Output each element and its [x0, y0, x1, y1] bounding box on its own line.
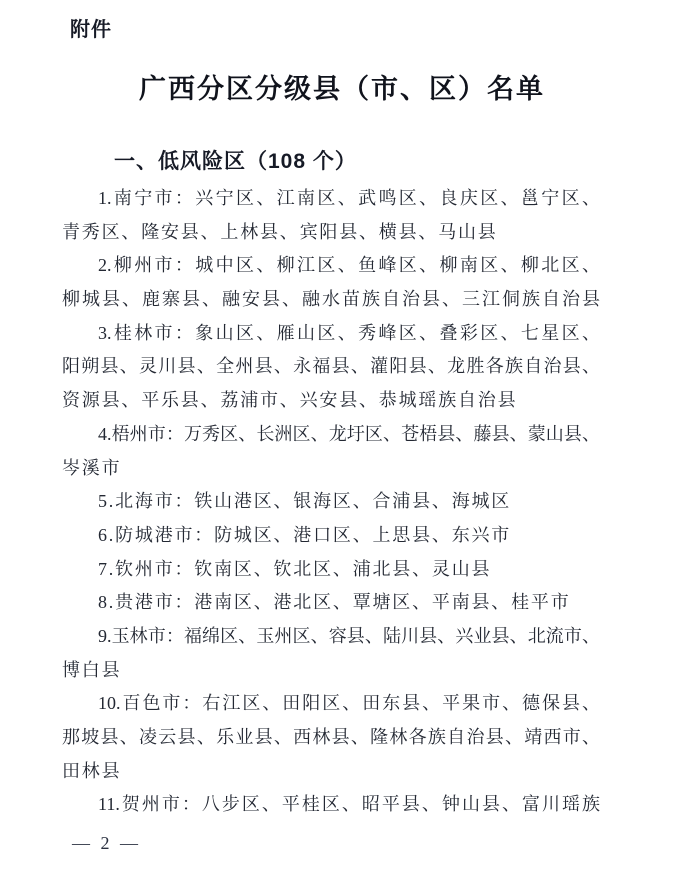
body-line: 2.柳州市：城中区、柳江区、鱼峰区、柳南区、柳北区、 [98, 255, 600, 276]
body-line: 博白县 [62, 659, 122, 680]
body-line: 10.百色市：右江区、田阳区、田东县、平果市、德保县、 [98, 693, 600, 714]
page-title: 广西分区分级县（市、区）名单 [139, 74, 545, 104]
body-line: 青秀区、隆安县、上林县、宾阳县、横县、马山县 [62, 221, 498, 242]
page-number: — 2 — [72, 833, 141, 853]
body-line: 岑溪市 [62, 457, 122, 478]
body-line: 田林县 [62, 760, 122, 781]
section-heading-low-risk: 一、低风险区（108 个） [114, 150, 357, 173]
body-line: 8.贵港市：港南区、港北区、覃塘区、平南县、桂平市 [98, 592, 571, 613]
body-line: 7.钦州市：钦南区、钦北区、浦北县、灵山县 [98, 558, 492, 579]
body-line: 4.梧州市：万秀区、长洲区、龙圩区、苍梧县、藤县、蒙山县、 [98, 423, 600, 444]
body-line: 那坡县、凌云县、乐业县、西林县、隆林各族自治县、靖西市、 [62, 727, 600, 747]
body-text [62, 182, 600, 822]
body-line: 阳朔县、灵川县、全州县、永福县、灌阳县、龙胜各族自治县、 [62, 356, 600, 377]
attachment-label: 附件 [70, 19, 112, 41]
body-line: 6.防城港市：防城区、港口区、上思县、东兴市 [98, 524, 512, 545]
body-line: 5.北海市：铁山港区、银海区、合浦县、海城区 [98, 491, 512, 512]
body-line: 柳城县、鹿寨县、融安县、融水苗族自治县、三江侗族自治县 [62, 289, 600, 310]
body-line: 1.南宁市：兴宁区、江南区、武鸣区、良庆区、邕宁区、 [98, 188, 600, 208]
body-line: 9.玉林市：福绵区、玉州区、容县、陆川县、兴业县、北流市、 [98, 625, 600, 646]
body-line: 11.贺州市：八步区、平桂区、昭平县、钟山县、富川瑶族 [98, 794, 600, 815]
body-line: 资源县、平乐县、荔浦市、兴安县、恭城瑶族自治县 [62, 390, 518, 411]
body-line: 3.桂林市：象山区、雁山区、秀峰区、叠彩区、七星区、 [98, 322, 600, 343]
